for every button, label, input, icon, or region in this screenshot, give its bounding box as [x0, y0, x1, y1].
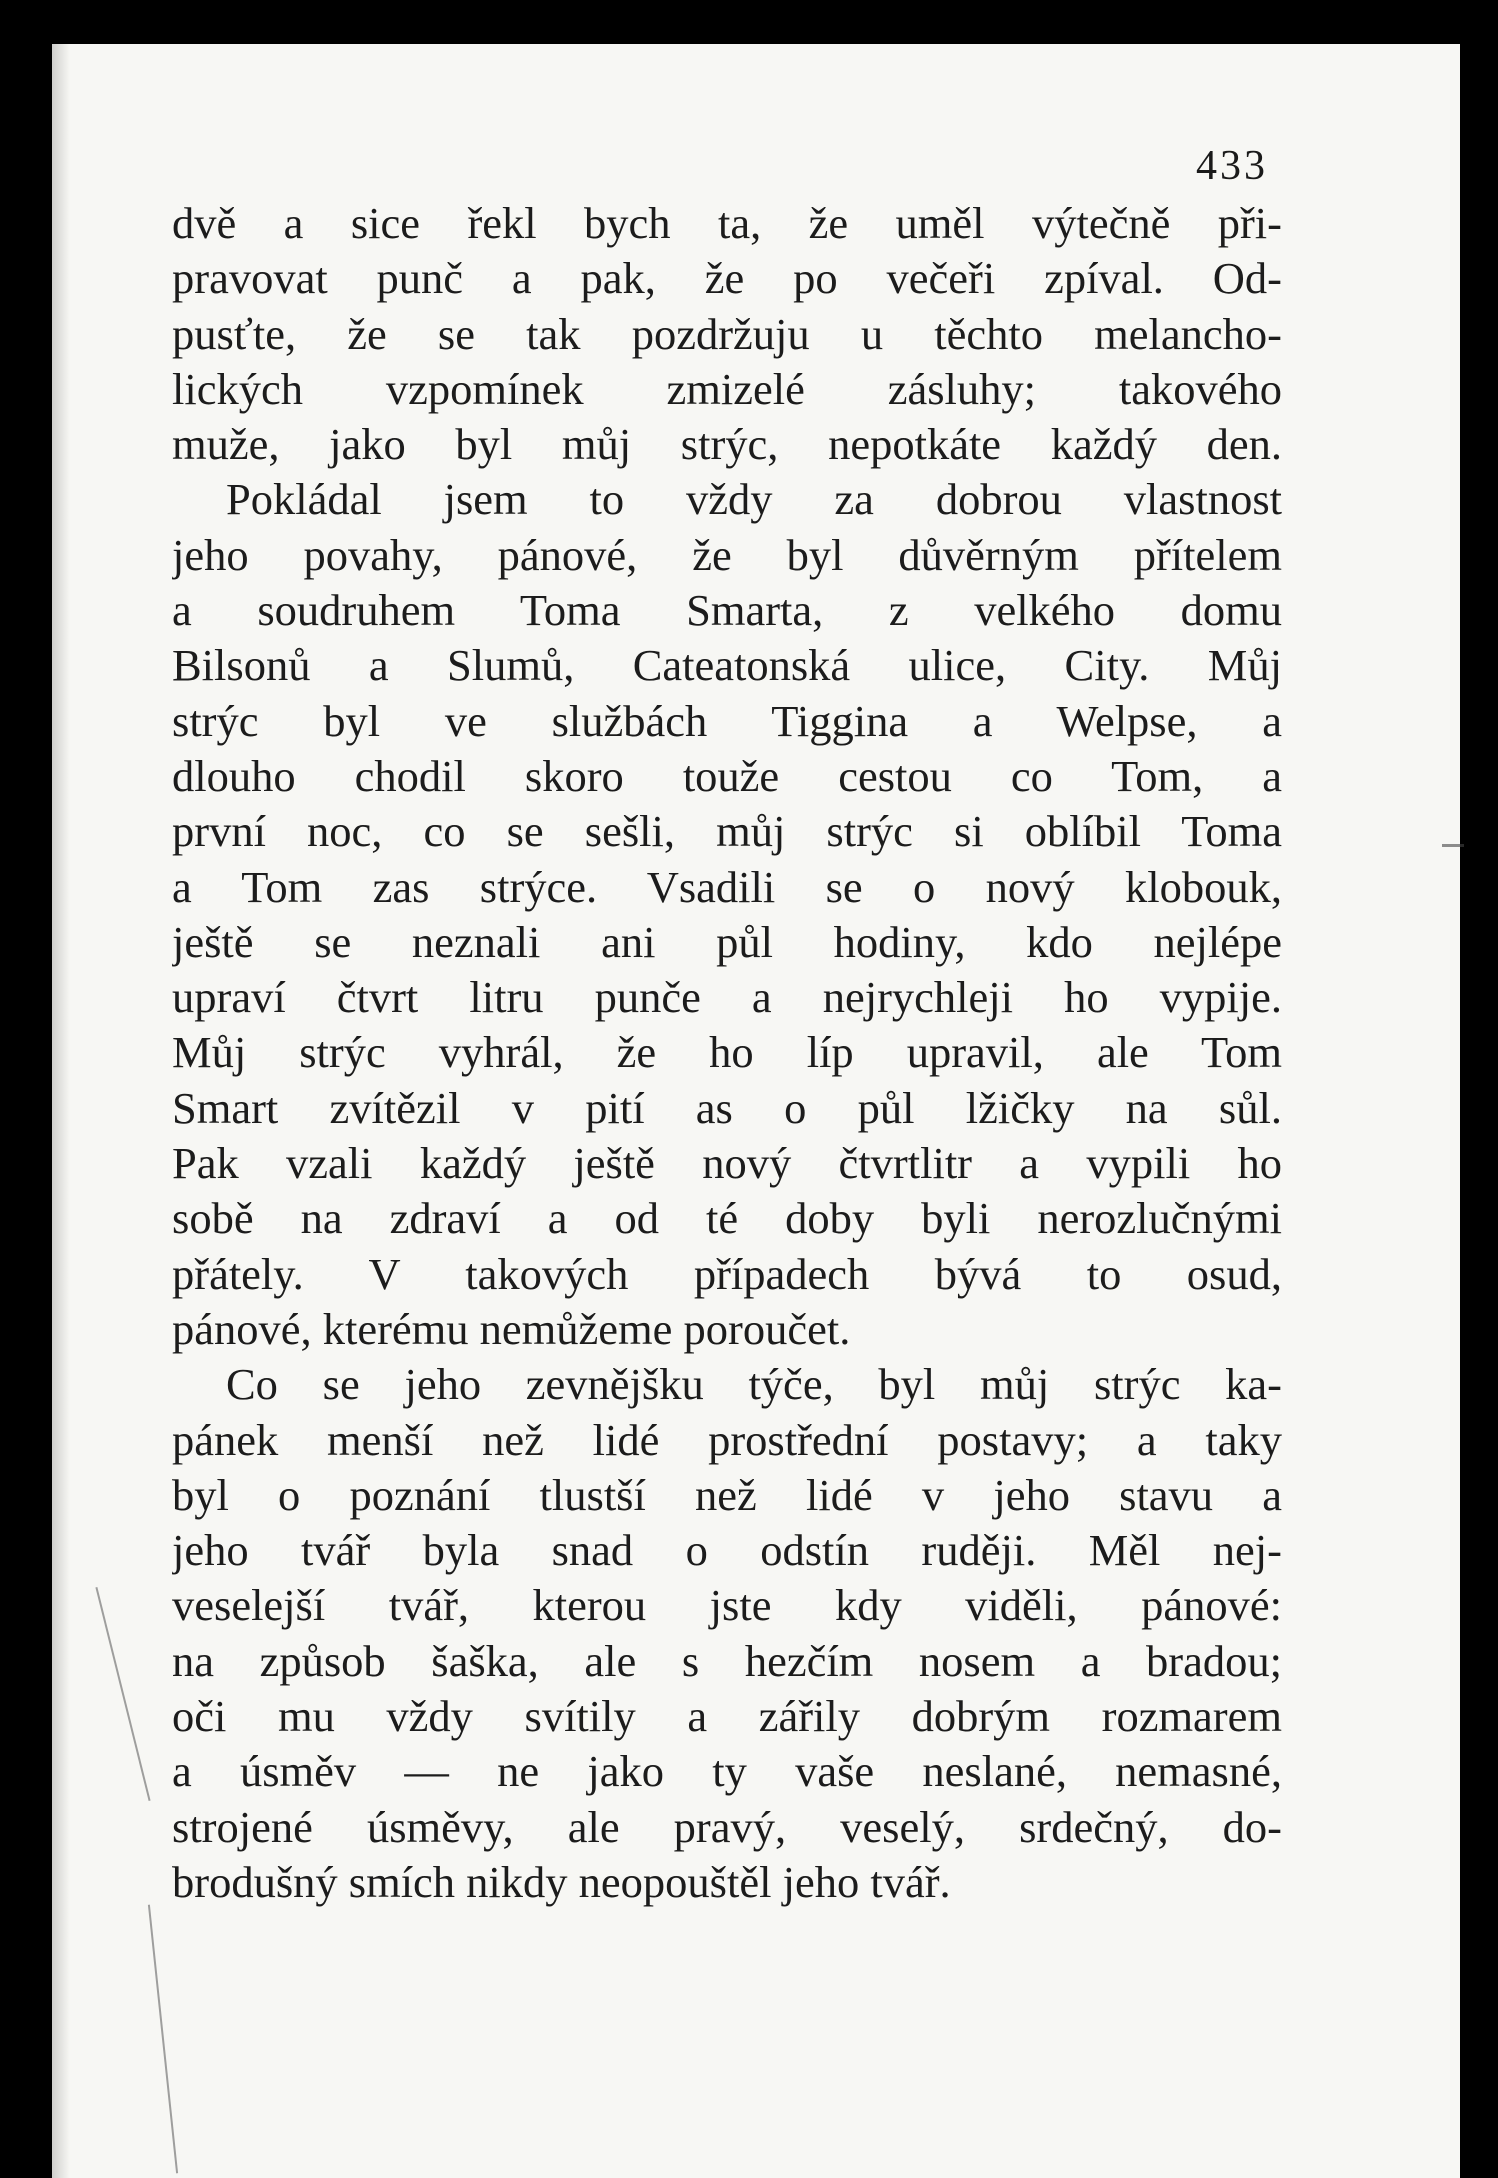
text-line: dvě a sice řekl bych ta, že uměl výtečně při- — [172, 198, 1282, 248]
text-line: Smart zvítězil v pití as o půl lžičky na sůl. — [172, 1082, 1282, 1133]
text-line: Co se jeho zevnějšku týče, byl můj strýc ka- — [226, 1359, 1282, 1410]
page-number: 433 — [1196, 143, 1268, 189]
margin-mark — [1442, 844, 1464, 847]
text-line: pánové, kterému nemůžeme poroučet. — [172, 1303, 851, 1354]
text-line: Pak vzali každý ještě nový čtvrtlitr a vypili ho — [172, 1138, 1282, 1189]
text-line: Bilsonů a Slumů, Cateatonská ulice, City. Můj — [172, 640, 1282, 691]
book-page — [52, 44, 1460, 2178]
text-line: a úsměv — ne jako ty vaše neslané, nemasné, — [172, 1746, 1282, 1797]
text-line: ještě se neznali ani půl hodiny, kdo nejlépe — [172, 916, 1282, 967]
text-line: jeho tvář byla snad o odstín ruději. Měl nej- — [172, 1525, 1282, 1576]
text-line: strýc byl ve službách Tiggina a Welpse, a — [172, 695, 1282, 746]
text-line: sobě na zdraví a od té doby byli nerozlučnými — [172, 1193, 1282, 1244]
text-line: jeho povahy, pánové, že byl důvěrným přítelem — [172, 529, 1282, 580]
text-line: dlouho chodil skoro touže cestou co Tom, a — [172, 750, 1282, 801]
text-line: upraví čtvrt litru punče a nejrychleji ho vypije. — [172, 972, 1282, 1023]
text-line: Pokládal jsem to vždy za dobrou vlastnost — [226, 474, 1282, 525]
text-line: brodušný smích nikdy neopouštěl jeho tvář. — [172, 1856, 951, 1907]
scan-scratch — [95, 1587, 150, 1801]
text-line: a Tom zas strýce. Vsadili se o nový klobouk, — [172, 861, 1282, 912]
text-line: a soudruhem Toma Smarta, z velkého domu — [172, 585, 1282, 636]
text-line: přátely. V takových případech bývá to osud, — [172, 1248, 1282, 1299]
text-line: oči mu vždy svítily a zářily dobrým rozmarem — [172, 1691, 1282, 1742]
text-line: pusťte, že se tak pozdržuju u těchto melancho- — [172, 308, 1282, 359]
text-body — [172, 196, 1282, 1910]
text-line: první noc, co se sešli, můj strýc si oblíbil Toma — [172, 806, 1282, 857]
text-line: byl o poznání tlustší než lidé v jeho stavu a — [172, 1469, 1282, 1520]
text-line: pánek menší než lidé prostřední postavy; a taky — [172, 1414, 1282, 1465]
text-line: muže, jako byl můj strýc, nepotkáte každý den. — [172, 419, 1282, 470]
text-line: lických vzpomínek zmizelé zásluhy; takového — [172, 363, 1282, 414]
text-line: veselejší tvář, kterou jste kdy viděli, pánové: — [172, 1580, 1282, 1631]
page-edge-shadow — [52, 44, 70, 2178]
text-line: na způsob šaška, ale s hezčím nosem a bradou; — [172, 1635, 1282, 1686]
text-line: strojené úsměvy, ale pravý, veselý, srdečný, do- — [172, 1801, 1282, 1852]
text-line: Můj strýc vyhrál, že ho líp upravil, ale Tom — [172, 1027, 1282, 1078]
scan-scratch — [148, 1905, 178, 2174]
text-line: pravovat punč a pak, že po večeři zpíval. Od- — [172, 253, 1282, 304]
